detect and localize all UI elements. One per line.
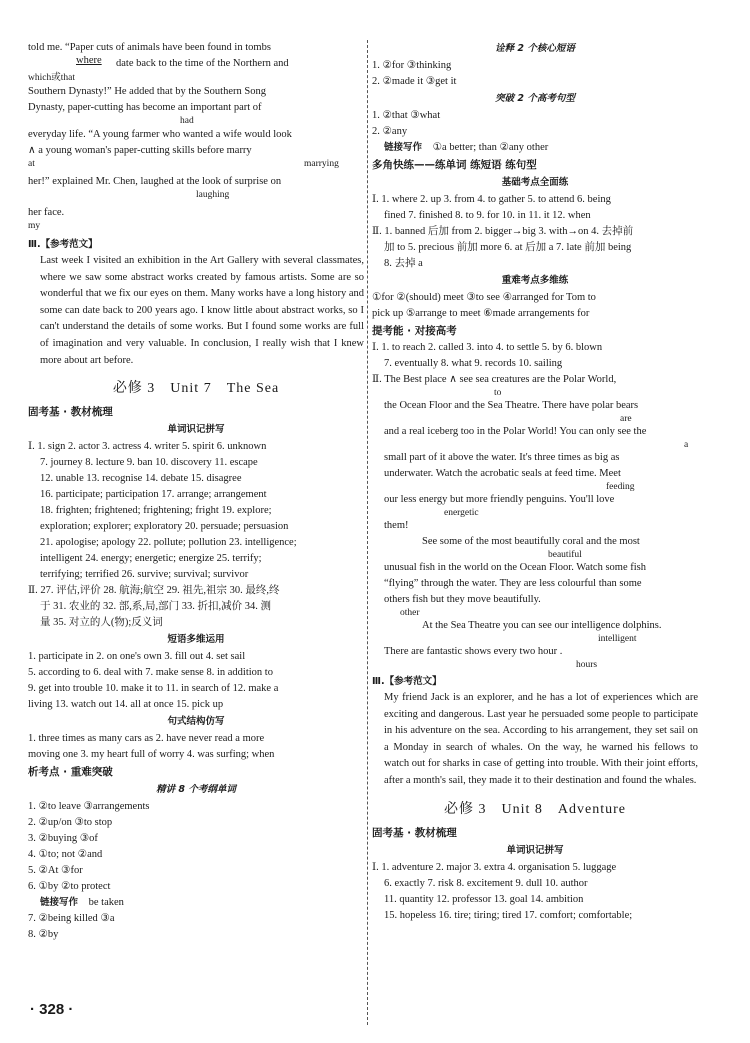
reference-essay-label: Ⅲ.【参考范文】 xyxy=(28,239,98,250)
text-line: date back to the time of the Northern and xyxy=(116,58,289,69)
section-heading: 固考基 · 教材梳理 xyxy=(28,406,113,419)
basic-answers xyxy=(372,192,698,272)
section-heading: 多角快练——练单词 练短语 练句型 xyxy=(372,159,537,171)
phrase-answers xyxy=(28,649,364,713)
answer-line: 1. participate in 2. on one's own 3. fill out 4. set sail xyxy=(28,651,246,663)
text-line: them! xyxy=(384,520,409,531)
correction-word: beautiful xyxy=(548,550,582,560)
correction-word: marrying xyxy=(304,159,339,169)
subsection-heading: 单词识记拼写 xyxy=(167,424,225,436)
unit-title: 必修 3 Unit 7 The Sea xyxy=(112,381,280,397)
answer-line: fined 7. finished 8. to 9. for 10. in 11. it 12. when xyxy=(384,210,591,221)
answer-line: 21. apologise; apology 22. pollute; pollution 23. intelligence; xyxy=(40,537,297,549)
text-line: At the Sea Theatre you can see our intelligence dolphins. xyxy=(422,620,662,631)
link-writing-answer: ①a better; than ②any other xyxy=(432,142,549,153)
pattern-answers xyxy=(28,731,364,763)
reference-essay: Last week I visited an exhibition in the Art Gallery with several classmates, where we saw some abstract works created by famous artists. Some are so wonderful that we fix our eyes on them. Many works have a long history and some can date back to 200 years ago. I know little about abstract works, so I can't understand the details of some works. But I found some works are full of imagination and very valuable. In conclusion, I really wish that I knew more about art before. xyxy=(40,255,364,366)
unit-title: 必修 3 Unit 8 Adventure xyxy=(444,801,626,817)
answer-line: 2. ②up/on ③to stop xyxy=(28,817,113,829)
correction-word: energetic xyxy=(444,508,479,518)
answer-line: 7. journey 8. lecture 9. ban 10. discovery 11. escape xyxy=(40,457,258,469)
text-line: her!” explained Mr. Chen, laughed at the look of surprise on xyxy=(28,176,282,187)
text-line: the Ocean Floor and the Sea Theatre. There have polar bears xyxy=(384,400,639,411)
text-line: and a real iceberg too in the Polar World! You can only see the xyxy=(384,426,647,437)
correction-word: at xyxy=(28,159,35,169)
answer-line: 8. ②by xyxy=(28,929,59,941)
answer-line: 量 35. 对立的人(物);反义词 xyxy=(40,617,163,629)
vocab-answers xyxy=(28,439,364,631)
link-writing-label: 链接写作 xyxy=(40,897,79,909)
answer-line: Ⅰ. 1. to reach 2. called 3. into 4. to settle 5. by 6. blown xyxy=(372,342,603,353)
answer-line: 2. ②made it ③get it xyxy=(372,76,457,87)
text-line: unusual fish in the world on the Ocean Floor. Watch some fish xyxy=(384,562,647,573)
text-line: her face. xyxy=(28,207,65,218)
answer-line: 5. ②At ③for xyxy=(28,865,83,877)
answer-line: 9. get into trouble 10. make it to 11. in search of 12. make a xyxy=(28,683,279,695)
text-line: others fish but they move beautifully. xyxy=(384,594,541,605)
correction-word: to xyxy=(494,388,502,398)
letter-correction-end xyxy=(28,40,364,232)
key-word-answers xyxy=(28,799,364,943)
correction-word: other xyxy=(400,608,420,618)
subsection-heading: 重难考点多维练 xyxy=(501,275,569,286)
answer-line: intelligent 24. energy; energetic; energize 25. terrify; xyxy=(40,553,262,565)
answer-line: Ⅰ. 1. adventure 2. major 3. extra 4. organisation 5. luggage xyxy=(372,861,617,873)
answer-line: ①for ②(should) meet ③to see ④arranged for Tom to xyxy=(372,292,596,303)
text-line: Southern Dynasty!” He added that by the Southern Song xyxy=(28,86,266,97)
page-number: · 328 · xyxy=(30,1001,74,1018)
answer-line: 7. ②being killed ③a xyxy=(28,913,115,925)
text-line: There are fantastic shows every two hour . xyxy=(384,646,563,657)
answer-line: living 13. watch out 14. all at once 15. pick up xyxy=(28,699,224,711)
text-line: everyday life. “A young farmer who wanted a wife would look xyxy=(28,129,292,140)
left-column xyxy=(28,40,364,943)
answer-line: pick up ⑤arrange to meet ⑥made arrangements for xyxy=(372,308,590,319)
answer-line: Ⅱ. 27. 评估,评价 28. 航海;航空 29. 祖先,祖宗 30. 最终,终 xyxy=(28,585,280,597)
answer-line: Ⅰ. 1. sign 2. actor 3. actress 4. writer 5. spirit 6. unknown xyxy=(28,441,267,453)
subsection-heading: 短语多维运用 xyxy=(167,634,225,646)
answer-line: 4. ①to; not ②and xyxy=(28,849,103,861)
vocab-answers xyxy=(372,860,698,924)
reference-essay-label: Ⅲ.【参考范文】 xyxy=(372,676,442,687)
correction-word: where xyxy=(76,55,102,66)
column-divider xyxy=(367,40,368,1025)
correction-word: a xyxy=(684,440,689,450)
answer-line: Ⅱ. 1. banned 后加 from 2. bigger→big 3. with→on 4. 去掉前 xyxy=(372,226,634,237)
correction-word: intelligent xyxy=(598,634,637,644)
answer-line: 3. ②buying ③of xyxy=(28,833,98,845)
correction-word: feeding xyxy=(606,482,635,492)
answer-line: 6. exactly 7. risk 8. excitement 9. dull 10. author xyxy=(384,877,588,889)
text-line: ∧ a young woman's paper-cutting skills before marry xyxy=(28,145,252,156)
answer-line: 5. according to 6. deal with 7. make sense 8. in addition to xyxy=(28,667,273,679)
correction-word: which或that xyxy=(28,73,75,83)
text-line: See some of the most beautifully coral and the most xyxy=(422,536,640,547)
right-column xyxy=(372,40,698,924)
text-line: Ⅱ. The Best place ∧ see sea creatures are the Polar World, xyxy=(372,374,617,385)
article-heading: 突破 2 个高考句型 xyxy=(495,93,575,104)
answer-line: 于 31. 农业的 32. 部,系,局,部门 33. 折扣,减价 34. 测 xyxy=(40,601,271,613)
answer-line: 1. ②to leave ③arrangements xyxy=(28,801,150,813)
correction-word: my xyxy=(28,221,41,231)
answer-line: Ⅰ. 1. where 2. up 3. from 4. to gather 5. to attend 6. being xyxy=(372,194,611,205)
link-writing-label: 链接写作 xyxy=(384,142,423,153)
subsection-heading: 句式结构仿写 xyxy=(167,716,225,728)
answer-line: exploration; explorer; exploratory 20. persuade; persuasion xyxy=(40,521,289,533)
subsection-heading: 单词识记拼写 xyxy=(506,844,564,856)
subsection-heading: 基础考点全面练 xyxy=(501,177,569,188)
correction-word: hours xyxy=(576,660,598,670)
article-heading: 诠释 2 个核心短语 xyxy=(495,43,575,54)
answer-line: 18. frighten; frightened; frightening; fright 19. explore; xyxy=(40,505,272,517)
answer-line: 1. ②that ③what xyxy=(372,110,441,121)
answer-line: 8. 去掉 a xyxy=(384,258,423,269)
answer-line: 1. three times as many cars as 2. have never read a more xyxy=(28,733,265,745)
answer-line: 6. ①by ②to protect xyxy=(28,881,111,893)
answer-line: 11. quantity 12. professor 13. goal 14. ambition xyxy=(384,893,584,905)
answer-line: 16. participate; participation 17. arrange; arrangement xyxy=(40,489,267,501)
answer-line: 2. ②any xyxy=(372,126,408,137)
text-line: Dynasty, paper-cutting has become an important part of xyxy=(28,102,262,113)
text-line: underwater. Watch the acrobatic seals at feed time. Meet xyxy=(384,468,621,479)
answer-line: 15. hopeless 16. tire; tiring; tired 17. comfort; comfortable; xyxy=(384,909,633,921)
answer-line: 7. eventually 8. what 9. records 10. sailing xyxy=(384,358,563,369)
section-heading: 提考能 · 对接高考 xyxy=(372,325,457,337)
answer-line: 1. ②for ③thinking xyxy=(372,60,452,71)
text-line: “flying” through the water. They are less colourful than some xyxy=(384,578,642,589)
answer-line: terrifying; terrified 26. survive; survival; survivor xyxy=(40,569,249,581)
correction-word: laughing xyxy=(196,190,230,200)
section-heading: 析考点 · 重难突破 xyxy=(28,766,113,779)
text-line: told me. “Paper cuts of animals have been found in tombs xyxy=(28,42,271,53)
answer-line: moving one 3. my heart full of worry 4. was surfing; when xyxy=(28,749,275,761)
reference-essay: My friend Jack is an explorer, and he has a lot of experiences which are exciting and dangerous. Last year he persuaded some people to participate in his adventure on the sea. According to his arrangement, they set sail on a Monday in search of whales. On the way, he warned his fellows to watch out for sharks in case of getting into trouble. With their joint efforts, after a month's sail, they made it to their destination and found the whales. xyxy=(384,692,698,786)
answer-line: 12. unable 13. recognise 14. debate 15. disagree xyxy=(40,473,242,485)
link-writing xyxy=(372,140,698,156)
error-correction-passage xyxy=(372,372,698,670)
answer-line: 加 to 5. precious 前加 more 6. at 后加 a 7. late 前加 being xyxy=(384,242,632,253)
link-writing xyxy=(28,895,364,911)
article-heading: 精讲 8 个考纲单词 xyxy=(156,784,236,796)
section-heading: 固考基 · 教材梳理 xyxy=(372,826,457,839)
correction-word: are xyxy=(620,414,632,424)
correction-word: had xyxy=(180,116,194,126)
text-line: our less energy but more friendly penguins. You'll love xyxy=(384,494,615,505)
link-writing-answer: be taken xyxy=(88,897,124,909)
text-line: small part of it above the water. It's three times as big as xyxy=(384,452,620,463)
